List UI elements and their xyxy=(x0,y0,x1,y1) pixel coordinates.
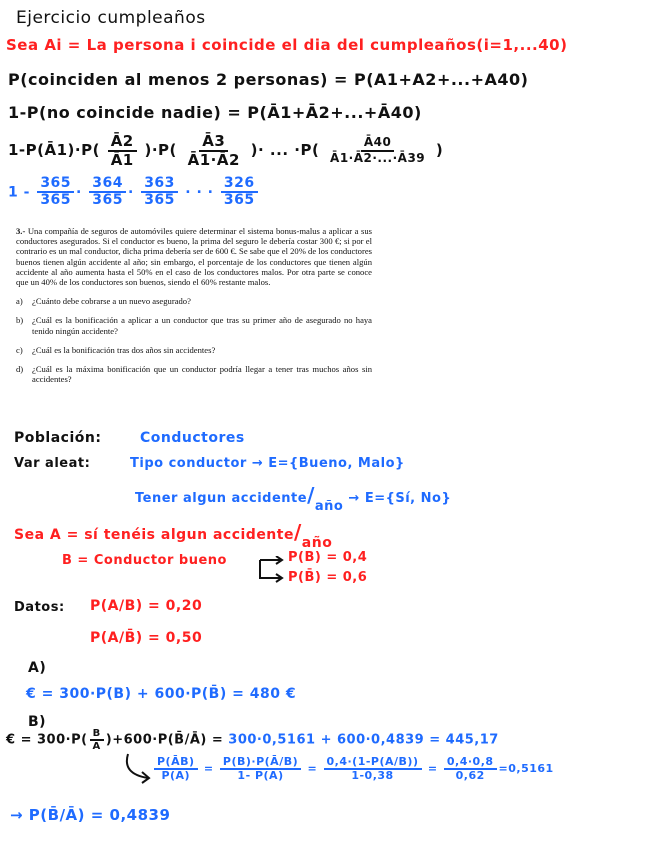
eq4-fraction: $\frac{363}{365}$ xyxy=(141,176,178,209)
equation-line-2: 1-P(no coincide nadie) = P(Ā1+Ā2+...+Ā40) xyxy=(8,103,422,122)
b-fraction: $\frac{B}{Ā}$ xyxy=(90,728,104,752)
bracket-arrow-icon xyxy=(256,556,286,586)
prob-b-complement: P(B̄) = 0,6 xyxy=(288,570,368,585)
var-aleat-label: Var aleat: xyxy=(14,456,91,471)
eq3-fraction-3: $\frac{Ā40}{Ā1\cdot Ā2\cdot...\cdot Ā39}$ xyxy=(330,135,426,165)
var-accidente: Tener algun accidente/año → E={Sí, No} xyxy=(135,483,452,514)
problem-statement xyxy=(16,226,372,384)
var-tipo-conductor: Tipo conductor → E={Bueno, Malo} xyxy=(130,456,405,471)
prob-b: P(B) = 0,4 xyxy=(288,550,368,565)
datos-label: Datos: xyxy=(14,600,65,615)
answer-b-label: B) xyxy=(28,714,47,730)
b-definition: B = Conductor bueno xyxy=(62,553,227,568)
exercise-title: Ejercicio cumpleaños xyxy=(16,8,206,28)
answer-b-equation: € = 300·P( $\frac{B}{Ā}$ )+600·P(B̄/Ā) = 300·0,5161 + 600·0,4839 = 445,17 xyxy=(6,728,499,752)
calc-fraction: $\frac{P(B)\cdot P(Ā/B)}{1- P(A)}$ xyxy=(220,756,301,782)
eq3-left: 1-P(Ā1)·P( xyxy=(8,141,100,159)
eq4-fraction: $\frac{364}{365}$ xyxy=(89,176,126,209)
definition-ai: Sea Ai = La persona i coincide el dia del cumpleaños(i=1,...40) xyxy=(6,36,568,54)
sea-a-definition: Sea A = sí tenéis algun accidente/año xyxy=(14,520,333,551)
eq3-mid: )·P( xyxy=(144,141,177,159)
answer-b-final: → P(B̄/Ā) = 0,4839 xyxy=(10,806,171,824)
equation-line-3 xyxy=(8,133,443,168)
calc-fraction: $\frac{0,4\cdot 0,8}{0,62}$ xyxy=(444,756,497,782)
calc-fraction: $\frac{0,4\cdot(1-P(A/B))}{1-0,38}$ xyxy=(324,756,422,782)
question-item: c) ¿Cuál es la bonificación tras dos años sin accidentes? xyxy=(16,344,216,355)
answer-a-equation: € = 300·P(B) + 600·P(B̄) = 480 € xyxy=(26,686,297,702)
problem-paragraph xyxy=(16,226,372,287)
problem-number: 3.- xyxy=(16,226,26,236)
eq4-dots: · · · xyxy=(185,184,214,201)
answer-b-calculation: $\frac{P(ĀB)}{P(Ā)}$ = $\frac{P(B)\cdot P(Ā/B)}{1- P(A)}$ = $\frac{0,4\cdot(1-P(A/B))}{1-0,38}$ = $\frac{0,4\cdot 0,8}{0,62}$ =0,5161 xyxy=(152,756,554,782)
calc-fraction: $\frac{P(ĀB)}{P(Ā)}$ xyxy=(154,756,198,782)
equation-line-1: P(coinciden al menos 2 personas) = P(A1+A2+...+A40) xyxy=(8,70,529,89)
problem-text: Una compañía de seguros de automóviles quiere determinar el sistema bonus-malus a aplicar a sus conductores asegurados. Si el conductor es bueno, la prima del seguro le debería costar 300 €; si por el contrario es un mal conductor, dicha prima debería ser de 600 €. Se sabe que el 20% de los conductores buenos tienen algún accidente al año; sin embargo, el porcentaje de los conductores que tienen algún accidente al año aumenta hasta el 50% en el caso de los conductores malos. Por otra parte se conoce que un 40% de los conductores son buenos, siendo el 60% restante malos. xyxy=(16,226,372,288)
eq4-fraction: $\frac{365}{365}$ xyxy=(37,176,74,209)
eq4-prefix: 1 - xyxy=(8,184,30,201)
eq3-fraction-2: $\frac{Ā3}{Ā1\cdot Ā2}$ xyxy=(187,132,240,169)
poblacion-value: Conductores xyxy=(140,430,245,446)
eq3-close: ) xyxy=(435,141,444,159)
equation-line-4: 1 - $\frac{365}{365}$ · $\frac{364}{365}$ · $\frac{363}{365}$ · · · $\frac{326}{365}$ xyxy=(8,176,260,209)
question-item: d) ¿Cuál es la máxima bonificación que un conductor podría llegar a tener tras muchos años sin accidentes? xyxy=(16,364,372,385)
eq4-fraction: $\frac{326}{365}$ xyxy=(221,176,258,209)
eq3-fraction-1: $\frac{Ā2}{Ā1}$ xyxy=(108,133,137,168)
answer-a-label: A) xyxy=(28,660,47,676)
poblacion-label: Población: xyxy=(14,430,102,446)
dato-2: P(A/B̄) = 0,50 xyxy=(90,630,203,646)
dato-1: P(A/B) = 0,20 xyxy=(90,598,203,614)
eq3-right: )· ... ·P( xyxy=(250,141,320,159)
question-item: b) ¿Cuál es la bonificación a aplicar a un conductor que tras su primer año de asegurado no haya tenido ningún accidente? xyxy=(16,315,372,336)
question-item: a) ¿Cuánto debe cobrarse a un nuevo asegurado? xyxy=(16,296,191,307)
curved-arrow-icon xyxy=(118,752,154,786)
